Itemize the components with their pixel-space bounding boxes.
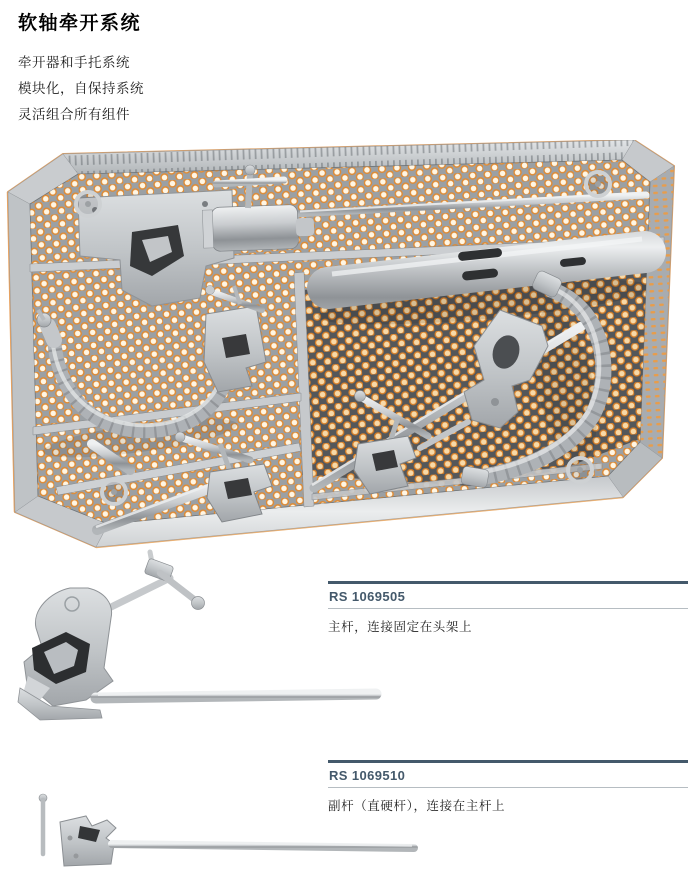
product-description: 副杆（直硬杆），连接在主杆上 <box>328 798 506 813</box>
intro-line: 灵活组合所有组件 <box>18 107 130 122</box>
product-code: RS 1069505 <box>329 588 406 604</box>
product-entry-2 <box>328 760 688 814</box>
clamp-body <box>60 816 116 866</box>
page-title: 软轴牵开系统 <box>18 13 142 34</box>
screw-ball <box>192 597 205 610</box>
intro-line: 模块化，自保持系统 <box>18 81 144 96</box>
product-code: RS 1069510 <box>329 767 406 783</box>
instrument-tray-illustration <box>0 140 700 552</box>
intro-line: 牵开器和手托系统 <box>18 55 130 70</box>
product-entry-1 <box>328 581 688 635</box>
screw-stem <box>160 573 195 600</box>
product-description: 主杆，连接固定在头架上 <box>328 619 473 634</box>
t-handle <box>216 180 284 184</box>
clamp-illustration <box>24 794 116 866</box>
product-figure-main-rod <box>10 548 382 722</box>
main-rod-with-clamp-photo <box>10 548 382 722</box>
intro-text <box>18 50 144 128</box>
header <box>18 8 144 128</box>
clamp-cylinder <box>211 205 298 252</box>
instrument-tray-photo <box>0 140 700 552</box>
